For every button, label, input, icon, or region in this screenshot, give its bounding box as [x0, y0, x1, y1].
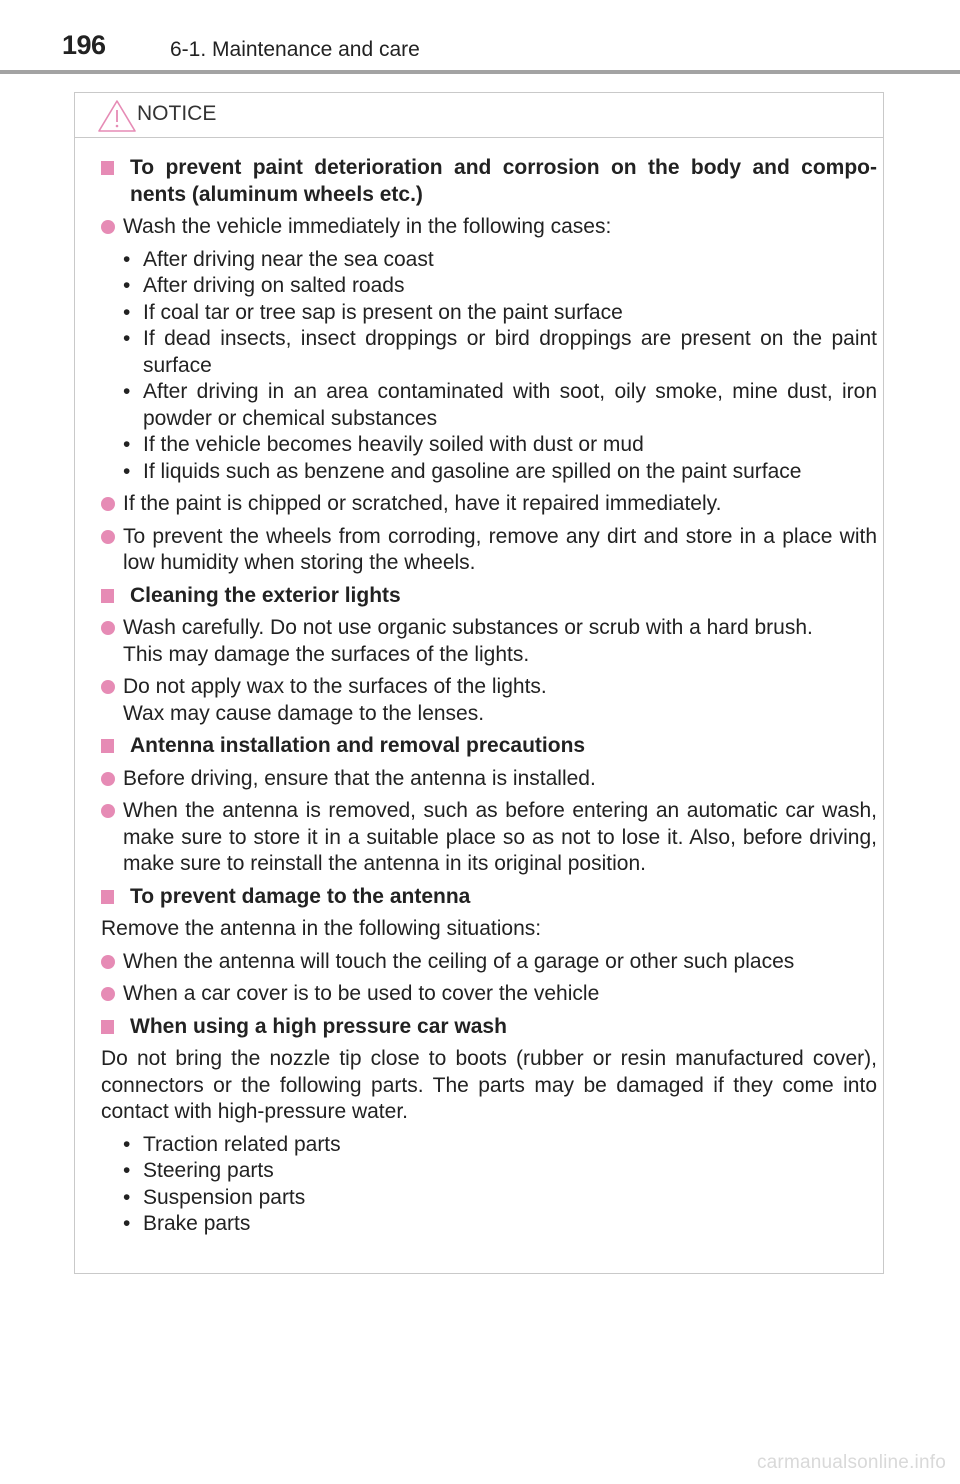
bullet-item: When the antenna will touch the ceiling of a garage or other such places	[101, 949, 877, 976]
notice-content	[101, 155, 877, 1244]
list-item: • After driving in an area contaminated with soot, oily smoke, mine dust, iron powder or chemical substances	[123, 380, 877, 430]
square-bullet-icon	[101, 1020, 114, 1034]
square-bullet-icon	[101, 739, 114, 753]
list-item: • Traction related parts	[123, 1132, 341, 1156]
circle-bullet-icon	[101, 220, 115, 234]
section-heading: To prevent paint deterioration and corrosion on the body and compo-nents (aluminum wheels etc.)	[101, 155, 877, 208]
bullet-item: Do not apply wax to the surfaces of the lights. Wax may cause damage to the lenses.	[101, 674, 877, 727]
circle-bullet-icon	[101, 621, 115, 635]
square-bullet-icon	[101, 161, 114, 175]
bullet-item: If the paint is chipped or scratched, have it repaired immediately.	[101, 491, 877, 518]
list-item: • Brake parts	[123, 1212, 251, 1235]
notice-label: NOTICE	[137, 102, 217, 125]
bullet-item: Before driving, ensure that the antenna is installed.	[101, 766, 877, 793]
bullet-item: To prevent the wheels from corroding, remove any dirt and store in a place with low humidity when storing the wheels.	[101, 524, 877, 577]
notice-header	[75, 93, 883, 138]
section-heading: Cleaning the exterior lights	[101, 583, 877, 610]
list-item: • After driving on salted roads	[123, 274, 405, 297]
list-item: • If the vehicle becomes heavily soiled with dust or mud	[123, 433, 644, 456]
circle-bullet-icon	[101, 772, 115, 786]
square-bullet-icon	[101, 890, 114, 904]
header-rule	[0, 70, 960, 74]
sub-list	[101, 247, 877, 486]
notice-box	[74, 92, 884, 1274]
circle-bullet-icon	[101, 530, 115, 544]
list-item: • Steering parts	[123, 1159, 274, 1182]
square-bullet-icon	[101, 589, 114, 603]
watermark: carmanualsonline.info	[756, 1452, 946, 1473]
bullet-item: Wash carefully. Do not use organic substances or scrub with a hard brush. This may damage the surfaces of the lights.	[101, 615, 877, 668]
circle-bullet-icon	[101, 804, 115, 818]
section-heading: When using a high pressure car wash	[101, 1014, 877, 1041]
list-item: • After driving near the sea coast	[123, 247, 434, 271]
page-number: 196	[62, 30, 106, 60]
section-heading: Antenna installation and removal precautions	[101, 733, 877, 760]
bullet-item: When a car cover is to be used to cover the vehicle	[101, 981, 877, 1008]
bullet-item: When the antenna is removed, such as before entering an automatic car wash, make sure to store it in a suitable place so as not to lose it. Also, before driving, make sure to reinstall the antenna in its original position.	[101, 798, 877, 878]
section-intro: Do not bring the nozzle tip close to boots (rubber or resin manufactured cover), connectors or the following parts. The parts may be damaged if they come into contact with high-pressure water.	[101, 1047, 877, 1123]
list-item: • If coal tar or tree sap is present on the paint surface	[123, 300, 623, 324]
section-intro: Remove the antenna in the following situations:	[101, 917, 542, 940]
list-item: • If liquids such as benzene and gasoline are spilled on the paint surface	[123, 459, 802, 483]
list-item: • If dead insects, insect droppings or bird droppings are present on the paint surface	[123, 327, 877, 377]
bullet-item: Wash the vehicle immediately in the following cases:	[101, 214, 877, 241]
sub-list	[101, 1132, 877, 1238]
section-title: 6-1. Maintenance and care	[170, 38, 420, 61]
warning-triangle-icon	[97, 99, 137, 133]
page-header	[0, 0, 960, 74]
circle-bullet-icon	[101, 987, 115, 1001]
circle-bullet-icon	[101, 680, 115, 694]
circle-bullet-icon	[101, 955, 115, 969]
list-item: • Suspension parts	[123, 1185, 306, 1209]
section-heading: To prevent damage to the antenna	[101, 884, 877, 911]
circle-bullet-icon	[101, 497, 115, 511]
